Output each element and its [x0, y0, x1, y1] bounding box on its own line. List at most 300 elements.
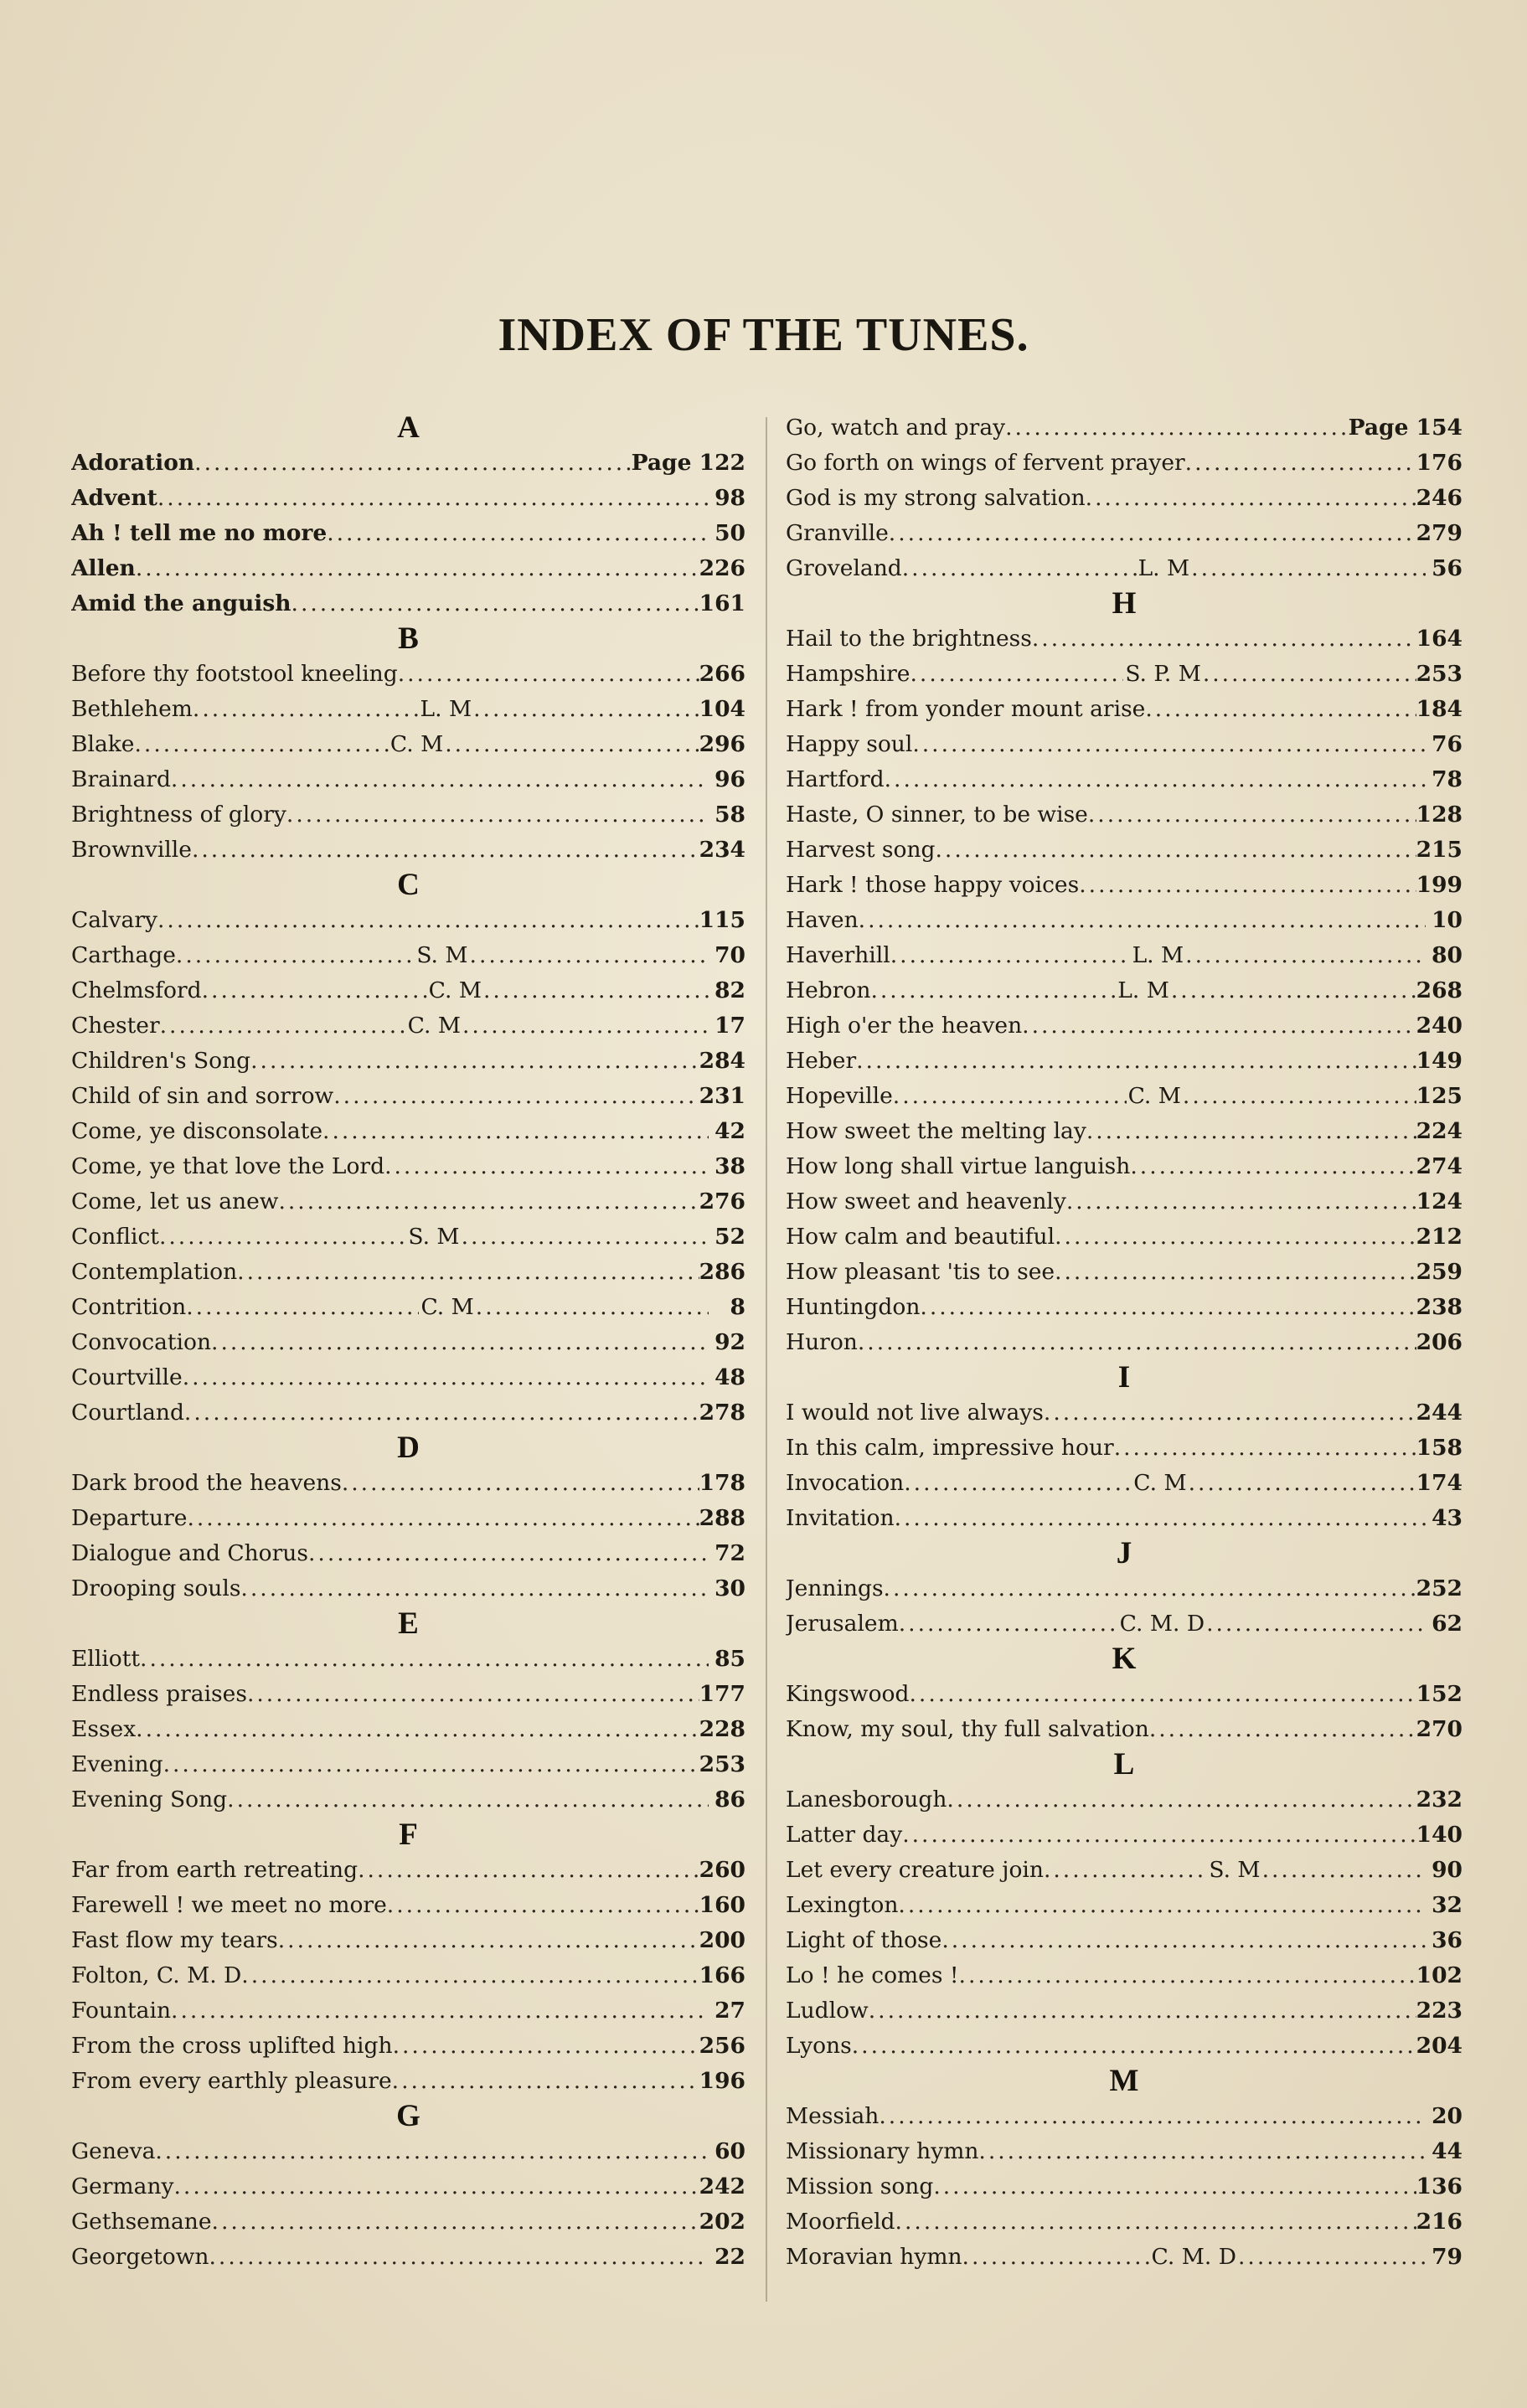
- page-number: 27: [714, 1998, 745, 2024]
- page-number: 278: [699, 1400, 745, 1426]
- dot-leader: [483, 973, 709, 1008]
- tune-name: Kingswood: [786, 1681, 910, 1707]
- index-entry: [786, 2099, 1463, 2134]
- index-entry: [786, 2169, 1463, 2204]
- tune-name: Chelmsford: [71, 977, 202, 1003]
- index-entry: [71, 2064, 745, 2099]
- dot-leader: [890, 938, 1131, 973]
- tune-name: How calm and beautiful: [786, 1224, 1055, 1250]
- page-number: 216: [1416, 2209, 1463, 2235]
- tune-name: Lyons: [786, 2033, 852, 2059]
- index-entry: [71, 586, 745, 621]
- dot-leader: [870, 973, 1116, 1008]
- page-number: 30: [714, 1575, 745, 1601]
- dot-leader: [902, 551, 1137, 586]
- dot-leader: [160, 1008, 406, 1044]
- dot-leader: [1114, 1431, 1416, 1466]
- tune-name: Missionary hymn: [786, 2138, 979, 2164]
- page-number: Page 122: [631, 450, 745, 476]
- dot-leader: [159, 1219, 406, 1255]
- index-entry: [71, 727, 745, 762]
- page-number: 32: [1432, 1892, 1463, 1918]
- index-entry: [786, 410, 1463, 446]
- section-letter: E: [398, 1606, 419, 1641]
- tune-meter: C. M. D: [1119, 1611, 1205, 1637]
- index-entry: [71, 1501, 745, 1536]
- dot-leader: [322, 1114, 709, 1149]
- dot-leader: [885, 762, 1426, 797]
- tune-name: Bethlehem: [71, 696, 193, 722]
- dot-leader: [933, 2169, 1416, 2204]
- index-entry: [786, 973, 1463, 1008]
- dot-leader: [1238, 2240, 1426, 2275]
- page-number: 149: [1416, 1048, 1463, 1074]
- dot-leader: [1032, 621, 1416, 657]
- page-number: 160: [699, 1892, 745, 1918]
- tune-meter: S. P. M: [1125, 661, 1201, 687]
- tune-name: Courtville: [71, 1364, 183, 1390]
- tune-name: Dialogue and Chorus: [71, 1540, 308, 1566]
- section-letter: H: [1112, 586, 1137, 621]
- dot-leader: [171, 1993, 709, 2029]
- tune-name: Gethsemane: [71, 2209, 212, 2235]
- index-entry: [786, 1606, 1463, 1642]
- tune-name: Hark ! those happy voices: [786, 872, 1080, 898]
- dot-leader: [856, 1044, 1416, 1079]
- dot-leader: [176, 938, 415, 973]
- index-entry: [786, 1008, 1463, 1044]
- dot-leader: [286, 797, 709, 833]
- tune-meter: L. M: [420, 696, 472, 722]
- page-number: 161: [699, 590, 745, 616]
- index-entry: [786, 1431, 1463, 1466]
- index-entry: [786, 1149, 1463, 1184]
- column-divider: [766, 417, 767, 2302]
- page-number: 200: [699, 1927, 745, 1953]
- tune-name: Dark brood the heavens: [71, 1470, 342, 1496]
- page-number: 86: [714, 1787, 745, 1812]
- index-entry: [786, 1114, 1463, 1149]
- dot-leader: [387, 1888, 699, 1923]
- index-entry: [786, 1325, 1463, 1360]
- dot-leader: [136, 551, 699, 586]
- dot-leader: [193, 692, 419, 727]
- tune-name: Conflict: [71, 1224, 159, 1250]
- index-entry: [71, 1747, 745, 1782]
- page-number: 82: [714, 977, 745, 1003]
- dot-leader: [384, 1149, 709, 1184]
- index-entry: [71, 446, 745, 481]
- index-entry: [786, 1466, 1463, 1501]
- page-number: 152: [1416, 1681, 1463, 1707]
- tune-meter: C. M: [1127, 1083, 1181, 1109]
- tune-name: Jerusalem: [786, 1611, 899, 1637]
- tune-name: Happy soul: [786, 731, 913, 757]
- index-entry: [71, 1219, 745, 1255]
- dot-leader: [187, 1501, 699, 1536]
- dot-leader: [869, 1993, 1416, 2029]
- tune-name: Courtland: [71, 1400, 184, 1426]
- section-letter: G: [396, 2099, 420, 2133]
- dot-leader: [1149, 1712, 1416, 1747]
- tune-name: Hail to the brightness: [786, 626, 1032, 652]
- tune-name: High o'er the heaven: [786, 1013, 1023, 1039]
- page-number: 288: [699, 1505, 745, 1531]
- index-entry: [786, 621, 1463, 657]
- page-number: 48: [714, 1364, 745, 1390]
- page-number: 228: [699, 1716, 745, 1742]
- index-entry: [71, 1993, 745, 2029]
- dot-leader: [858, 1325, 1416, 1360]
- index-entry: [786, 762, 1463, 797]
- index-entry: [786, 1923, 1463, 1958]
- page-number: 206: [1416, 1329, 1463, 1355]
- tune-meter: C. M. D: [1151, 2244, 1236, 2270]
- index-entry: [71, 1958, 745, 1993]
- page-number: 184: [1416, 696, 1463, 722]
- page-number: 234: [699, 837, 745, 863]
- page-number: 296: [699, 731, 745, 757]
- page-number: 92: [714, 1329, 745, 1355]
- dot-leader: [1191, 551, 1426, 586]
- page-number: 56: [1432, 555, 1463, 581]
- dot-leader: [184, 1395, 699, 1431]
- dot-leader: [211, 1325, 709, 1360]
- dot-leader: [194, 446, 632, 481]
- tune-name: Heber: [786, 1048, 857, 1074]
- index-entry: [71, 1114, 745, 1149]
- index-entry: [786, 1818, 1463, 1853]
- dot-leader: [852, 2029, 1416, 2064]
- dot-leader: [899, 1606, 1118, 1642]
- dot-leader: [1022, 1008, 1416, 1044]
- index-entry: [71, 973, 745, 1008]
- dot-leader: [1145, 692, 1416, 727]
- dot-leader: [183, 1360, 709, 1395]
- section-letter: I: [1117, 1360, 1131, 1395]
- index-entry: [71, 1079, 745, 1114]
- page-number: 72: [714, 1540, 745, 1566]
- dot-leader: [895, 2204, 1416, 2240]
- page-number: 85: [714, 1646, 745, 1672]
- dot-leader: [978, 2134, 1426, 2169]
- page-number: 231: [699, 1083, 745, 1109]
- tune-meter: L. M: [1132, 942, 1184, 968]
- tune-name: Moravian hymn: [786, 2244, 962, 2270]
- index-entry: [71, 1395, 745, 1431]
- index-entry: [786, 2240, 1463, 2275]
- dot-leader: [959, 1958, 1416, 1993]
- tune-name: Come, ye that love the Lord: [71, 1153, 385, 1179]
- dot-leader: [174, 2169, 699, 2204]
- section-letter: K: [1112, 1642, 1137, 1676]
- index-entry: [71, 1536, 745, 1571]
- page-number: 202: [699, 2209, 745, 2235]
- page-number: 104: [699, 696, 745, 722]
- dot-leader: [392, 2064, 699, 2099]
- tune-name: Calvary: [71, 907, 157, 933]
- tune-name: Contrition: [71, 1294, 187, 1320]
- tune-name: Lexington: [786, 1892, 899, 1918]
- page-number: 270: [1416, 1716, 1463, 1742]
- dot-leader: [1079, 868, 1416, 903]
- index-entry: [786, 1255, 1463, 1290]
- tune-name: Amid the anguish: [71, 590, 291, 616]
- index-entry: [71, 1782, 745, 1818]
- page-number: 62: [1432, 1611, 1463, 1637]
- index-entry: [786, 692, 1463, 727]
- index-entry: [71, 1044, 745, 1079]
- index-entry: [71, 1466, 745, 1501]
- dot-leader: [278, 1184, 699, 1219]
- index-entry: [786, 1853, 1463, 1888]
- dot-leader: [912, 727, 1426, 762]
- index-entry: [786, 1712, 1463, 1747]
- tune-name: Ludlow: [786, 1998, 869, 2024]
- dot-leader: [247, 1677, 699, 1712]
- dot-leader: [1262, 1853, 1426, 1888]
- tune-name: I would not live always: [786, 1400, 1044, 1426]
- index-entry: [71, 903, 745, 938]
- page-number: 266: [699, 661, 745, 687]
- tune-name: Haven: [786, 907, 859, 933]
- tune-name: God is my strong salvation: [786, 485, 1086, 511]
- tune-name: Jennings: [786, 1575, 884, 1601]
- tune-name: Go, watch and pray: [786, 415, 1006, 441]
- index-entry: [71, 692, 745, 727]
- page-number: 60: [714, 2138, 745, 2164]
- index-entry: [71, 797, 745, 833]
- dot-leader: [209, 2240, 709, 2275]
- index-column-left: [71, 410, 745, 2275]
- dot-leader: [202, 973, 427, 1008]
- page-number: 276: [699, 1189, 745, 1214]
- dot-leader: [1005, 410, 1349, 446]
- section-letter: B: [398, 621, 419, 656]
- dot-leader: [1086, 1114, 1416, 1149]
- dot-leader: [157, 903, 699, 938]
- page-number: 125: [1416, 1083, 1463, 1109]
- page-number: 268: [1416, 977, 1463, 1003]
- index-entry: [71, 2169, 745, 2204]
- dot-leader: [879, 2099, 1426, 2134]
- tune-meter: S. M: [408, 1224, 460, 1250]
- page-number: 38: [714, 1153, 745, 1179]
- tune-name: Hark ! from yonder mount arise: [786, 696, 1146, 722]
- tune-name: Hartford: [786, 766, 885, 792]
- index-entry: [786, 1219, 1463, 1255]
- page-number: 286: [699, 1259, 745, 1285]
- tune-name: Ah ! tell me no more: [71, 520, 328, 546]
- tune-name: Brightness of glory: [71, 802, 286, 828]
- tune-name: Farewell ! we meet no more: [71, 1892, 387, 1918]
- dot-leader: [155, 2134, 709, 2169]
- tune-name: Invitation: [786, 1505, 895, 1531]
- tune-meter: C. M: [420, 1294, 474, 1320]
- page-number: Page 154: [1348, 415, 1463, 441]
- dot-leader: [859, 903, 1426, 938]
- tune-meter: L. M: [1117, 977, 1169, 1003]
- dot-leader: [470, 938, 709, 973]
- index-entry: [71, 2029, 745, 2064]
- index-entry: [71, 657, 745, 692]
- index-entry: [786, 1677, 1463, 1712]
- index-entry: [71, 938, 745, 973]
- index-entry: [786, 1571, 1463, 1606]
- tune-meter: C. M: [389, 731, 444, 757]
- dot-leader: [1130, 1149, 1416, 1184]
- dot-leader: [342, 1466, 699, 1501]
- index-entry: [71, 1712, 745, 1747]
- tune-meter: C. M: [1133, 1470, 1187, 1496]
- index-entry: [786, 516, 1463, 551]
- page-number: 124: [1416, 1189, 1463, 1214]
- tune-name: Before thy footstool kneeling: [71, 661, 398, 687]
- dot-leader: [136, 1712, 699, 1747]
- dot-leader: [237, 1255, 699, 1290]
- dot-leader: [911, 657, 1124, 692]
- tune-name: Endless praises: [71, 1681, 247, 1707]
- tune-name: Elliott: [71, 1646, 141, 1672]
- dot-leader: [278, 1923, 699, 1958]
- tune-name: Chester: [71, 1013, 160, 1039]
- page-number: 259: [1416, 1259, 1463, 1285]
- tune-name: Child of sin and sorrow: [71, 1083, 334, 1109]
- index-entry: [786, 833, 1463, 868]
- page-number: 128: [1416, 802, 1463, 828]
- tune-name: Evening Song: [71, 1787, 228, 1812]
- tune-meter: S. M: [1209, 1857, 1261, 1883]
- section-letter: A: [397, 410, 420, 445]
- tune-name: Allen: [71, 555, 136, 581]
- dot-leader: [240, 1571, 709, 1606]
- index-entry: [71, 1642, 745, 1677]
- index-entry: [786, 2204, 1463, 2240]
- tune-name: Go forth on wings of fervent prayer: [786, 450, 1185, 476]
- index-entry: [786, 1395, 1463, 1431]
- dot-leader: [1055, 1255, 1416, 1290]
- page-number: 238: [1416, 1294, 1463, 1320]
- index-entry: [786, 2029, 1463, 2064]
- tune-name: Know, my soul, thy full salvation: [786, 1716, 1149, 1742]
- page-number: 42: [714, 1118, 745, 1144]
- dot-leader: [157, 481, 709, 516]
- index-entry: [786, 1993, 1463, 2029]
- index-entry: [786, 481, 1463, 516]
- tune-name: Moorfield: [786, 2209, 895, 2235]
- dot-leader: [473, 692, 699, 727]
- dot-leader: [476, 1290, 709, 1325]
- section-letter: M: [1109, 2064, 1139, 2098]
- tune-name: Geneva: [71, 2138, 156, 2164]
- index-entry: [786, 1184, 1463, 1219]
- dot-leader: [462, 1008, 709, 1044]
- tune-name: Fast flow my tears: [71, 1927, 278, 1953]
- page-number: 10: [1432, 907, 1463, 933]
- dot-leader: [1185, 938, 1426, 973]
- page-number: 76: [1432, 731, 1463, 757]
- page-number: 253: [699, 1751, 745, 1777]
- dot-leader: [1183, 1079, 1416, 1114]
- tune-name: Departure: [71, 1505, 188, 1531]
- tune-name: Lo ! he comes !: [786, 1962, 959, 1988]
- tune-name: Contemplation: [71, 1259, 238, 1285]
- index-entry: [786, 551, 1463, 586]
- dot-leader: [898, 1888, 1426, 1923]
- tune-name: Evening: [71, 1751, 163, 1777]
- tune-name: Lanesborough: [786, 1787, 947, 1812]
- tune-name: How sweet the melting lay: [786, 1118, 1086, 1144]
- page-number: 232: [1416, 1787, 1463, 1812]
- tune-name: Brownville: [71, 837, 192, 863]
- page-number: 164: [1416, 626, 1463, 652]
- page-number: 98: [714, 485, 745, 511]
- dot-leader: [1044, 1395, 1416, 1431]
- dot-leader: [920, 1290, 1416, 1325]
- section-letter: C: [397, 868, 420, 902]
- page-number: 174: [1416, 1470, 1463, 1496]
- page-number: 20: [1432, 2103, 1463, 2129]
- tune-meter: L. M: [1138, 555, 1190, 581]
- dot-leader: [895, 1501, 1426, 1536]
- dot-leader: [1171, 973, 1416, 1008]
- page-number: 70: [714, 942, 745, 968]
- tune-name: Adoration: [71, 450, 195, 476]
- page-number: 246: [1416, 485, 1463, 511]
- index-entry: [71, 1184, 745, 1219]
- tune-name: Light of those: [786, 1927, 942, 1953]
- page-number: 212: [1416, 1224, 1463, 1250]
- dot-leader: [135, 727, 389, 762]
- page-number: 140: [1416, 1822, 1463, 1848]
- page-number: 17: [714, 1013, 745, 1039]
- page-number: 244: [1416, 1400, 1463, 1426]
- dot-leader: [936, 833, 1416, 868]
- index-entry: [71, 2134, 745, 2169]
- page-number: 204: [1416, 2033, 1463, 2059]
- page-number: 8: [730, 1294, 745, 1320]
- tune-name: Haste, O sinner, to be wise: [786, 802, 1088, 828]
- index-entry: [71, 516, 745, 551]
- page-number: 102: [1416, 1962, 1463, 1988]
- page-number: 96: [714, 766, 745, 792]
- dot-leader: [308, 1536, 709, 1571]
- dot-leader: [250, 1044, 699, 1079]
- index-entry: [71, 551, 745, 586]
- tune-name: Hampshire: [786, 661, 911, 687]
- dot-leader: [1206, 1606, 1426, 1642]
- dot-leader: [227, 1782, 709, 1818]
- dot-leader: [1088, 797, 1416, 833]
- page-number: 199: [1416, 872, 1463, 898]
- tune-name: In this calm, impressive hour: [786, 1435, 1114, 1461]
- section-letter: D: [397, 1431, 420, 1465]
- section-letter: F: [399, 1818, 418, 1852]
- dot-leader: [1185, 446, 1416, 481]
- dot-leader: [241, 1958, 699, 1993]
- dot-leader: [291, 586, 699, 621]
- dot-leader: [1203, 657, 1416, 692]
- index-entry: [71, 1677, 745, 1712]
- page-number: 260: [699, 1857, 745, 1883]
- page-number: 58: [714, 802, 745, 828]
- index-entry: [786, 1079, 1463, 1114]
- page-number: 240: [1416, 1013, 1463, 1039]
- tune-name: Folton, C. M. D: [71, 1962, 242, 1988]
- page-number: 80: [1432, 942, 1463, 968]
- index-entry: [71, 1008, 745, 1044]
- page-number: 253: [1416, 661, 1463, 687]
